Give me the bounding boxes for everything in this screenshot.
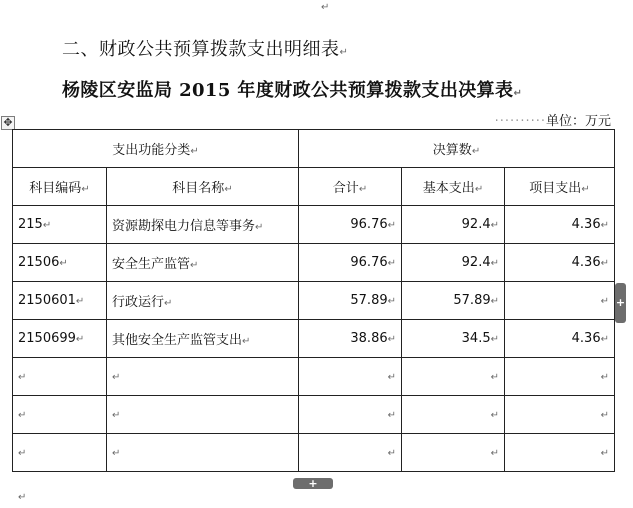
paragraph-mark: ↵	[18, 492, 27, 503]
budget-table	[12, 129, 615, 472]
basic-cell[interactable]: ↵	[402, 358, 505, 396]
project-cell[interactable]: ↵	[505, 396, 615, 434]
table-row	[13, 320, 615, 358]
code-cell[interactable]: 2150699↵	[13, 320, 107, 358]
code-cell[interactable]: ↵	[13, 434, 107, 472]
table-title	[62, 76, 522, 102]
table-row	[13, 358, 615, 396]
name-cell[interactable]: ↵	[107, 358, 299, 396]
code-cell[interactable]: 21506↵	[13, 244, 107, 282]
code-cell[interactable]: 215↵	[13, 206, 107, 244]
header-row-1	[13, 130, 615, 168]
table-row	[13, 396, 615, 434]
section-heading-text: 二、财政公共预算拨款支出明细表	[62, 39, 340, 60]
header-category-cell[interactable]: 支出功能分类↵	[13, 130, 299, 168]
add-column-button[interactable]: +	[615, 283, 626, 323]
unit-label	[495, 110, 611, 129]
section-heading	[62, 35, 348, 61]
total-cell[interactable]: ↵	[299, 396, 402, 434]
basic-cell[interactable]: 92.4↵	[402, 244, 505, 282]
total-cell[interactable]: 96.76↵	[299, 244, 402, 282]
basic-cell[interactable]: ↵	[402, 396, 505, 434]
basic-cell[interactable]: 57.89↵	[402, 282, 505, 320]
project-cell[interactable]: ↵	[505, 434, 615, 472]
header-row-2	[13, 168, 615, 206]
table-row	[13, 244, 615, 282]
header-total-cell[interactable]: 合计↵	[299, 168, 402, 206]
header-project-cell[interactable]: 项目支出↵	[505, 168, 615, 206]
name-cell[interactable]: 资源勘探电力信息等事务↵	[107, 206, 299, 244]
total-cell[interactable]: ↵	[299, 434, 402, 472]
tab-leader-dots: ··········	[494, 114, 546, 129]
basic-cell[interactable]: 92.4↵	[402, 206, 505, 244]
table-row	[13, 434, 615, 472]
project-cell[interactable]: ↵	[505, 282, 615, 320]
name-cell[interactable]: 安全生产监管↵	[107, 244, 299, 282]
name-cell[interactable]: ↵	[107, 434, 299, 472]
basic-cell[interactable]: 34.5↵	[402, 320, 505, 358]
paragraph-mark: ↵	[339, 47, 349, 58]
project-cell[interactable]: 4.36↵	[505, 206, 615, 244]
table-row	[13, 282, 615, 320]
code-cell[interactable]: 2150601↵	[13, 282, 107, 320]
name-cell[interactable]: 其他安全生产监管支出↵	[107, 320, 299, 358]
header-code-cell[interactable]: 科目编码↵	[13, 168, 107, 206]
paragraph-mark: ↵	[513, 88, 523, 99]
total-cell[interactable]: ↵	[299, 358, 402, 396]
project-cell[interactable]: 4.36↵	[505, 320, 615, 358]
project-cell[interactable]: ↵	[505, 358, 615, 396]
header-basic-cell[interactable]: 基本支出↵	[402, 168, 505, 206]
total-cell[interactable]: 57.89↵	[299, 282, 402, 320]
total-cell[interactable]: 38.86↵	[299, 320, 402, 358]
header-name-cell[interactable]: 科目名称↵	[107, 168, 299, 206]
project-cell[interactable]: 4.36↵	[505, 244, 615, 282]
code-cell[interactable]: ↵	[13, 396, 107, 434]
basic-cell[interactable]: ↵	[402, 434, 505, 472]
table-move-handle-icon[interactable]: ✥	[1, 116, 15, 130]
add-row-button[interactable]: +	[293, 478, 333, 489]
unit-text: 单位：万元	[545, 114, 611, 129]
paragraph-mark: ↵	[321, 2, 330, 13]
code-cell[interactable]: ↵	[13, 358, 107, 396]
table-row	[13, 206, 615, 244]
header-decision-cell[interactable]: 决算数↵	[299, 130, 615, 168]
name-cell[interactable]: 行政运行↵	[107, 282, 299, 320]
table-title-text: 杨陵区安监局 2015 年度财政公共预算拨款支出决算表	[62, 80, 514, 101]
total-cell[interactable]: 96.76↵	[299, 206, 402, 244]
name-cell[interactable]: ↵	[107, 396, 299, 434]
